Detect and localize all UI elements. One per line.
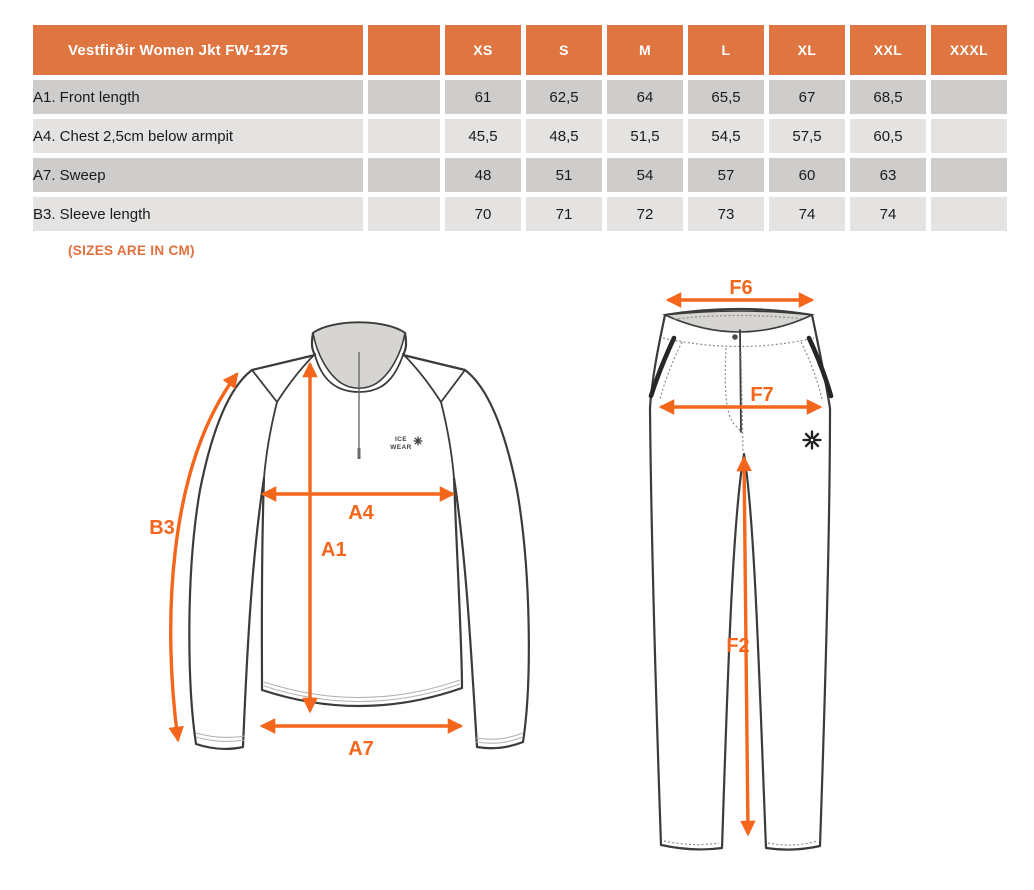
logo-text-line2: WEAR (390, 444, 412, 451)
table-header-row (33, 25, 1007, 75)
measurement-label-f7: F7 (750, 384, 774, 406)
measurement-label-f6: F6 (729, 277, 753, 299)
size-column-header-xxl: XXL (850, 25, 926, 75)
table-row (33, 158, 1007, 192)
size-column-header-xl: XL (769, 25, 845, 75)
value-cell: 62,5 (526, 80, 602, 114)
value-cell: 54,5 (688, 119, 764, 153)
header-spacer-cell (368, 25, 440, 75)
row-label: A4. Chest 2,5cm below armpit (33, 119, 363, 153)
pants-diagram (650, 277, 831, 850)
size-column-header-xxxl: XXXL (931, 25, 1007, 75)
size-column-header-m: M (607, 25, 683, 75)
spacer-cell (368, 119, 440, 153)
value-cell: 71 (526, 197, 602, 231)
value-cell: 60,5 (850, 119, 926, 153)
waist-button (732, 334, 738, 340)
spacer-cell (368, 197, 440, 231)
value-cell: 74 (850, 197, 926, 231)
value-cell: 48,5 (526, 119, 602, 153)
spacer-cell (368, 80, 440, 114)
value-cell: 51,5 (607, 119, 683, 153)
value-cell: 57,5 (769, 119, 845, 153)
measurement-diagrams (0, 270, 1034, 890)
value-cell: 64 (607, 80, 683, 114)
snowflake-icon (414, 437, 422, 445)
size-column-header-l: L (688, 25, 764, 75)
measurement-label-a4: A4 (348, 502, 374, 524)
row-label: A7. Sweep (33, 158, 363, 192)
table-title: Vestfirðir Women Jkt FW-1275 (33, 25, 363, 75)
value-cell (931, 197, 1007, 231)
value-cell: 48 (445, 158, 521, 192)
measurement-label-f2: F2 (726, 635, 750, 657)
value-cell (931, 80, 1007, 114)
table-row (33, 119, 1007, 153)
value-cell: 68,5 (850, 80, 926, 114)
measurement-label-a1: A1 (321, 539, 347, 561)
row-label: B3. Sleeve length (33, 197, 363, 231)
value-cell: 61 (445, 80, 521, 114)
value-cell: 51 (526, 158, 602, 192)
row-label: A1. Front length (33, 80, 363, 114)
measurement-label-b3: B3 (149, 517, 175, 539)
value-cell: 70 (445, 197, 521, 231)
sizes-note: (SIZES ARE IN CM) (68, 243, 195, 258)
value-cell (931, 158, 1007, 192)
logo-text-line1: ICE (394, 436, 408, 443)
jacket-diagram (149, 323, 529, 761)
value-cell: 74 (769, 197, 845, 231)
measurement-label-a7: A7 (348, 738, 374, 760)
table-row (33, 80, 1007, 114)
table-row (33, 197, 1007, 231)
snowflake-icon (804, 432, 821, 449)
value-cell: 54 (607, 158, 683, 192)
value-cell: 67 (769, 80, 845, 114)
value-cell: 72 (607, 197, 683, 231)
value-cell: 65,5 (688, 80, 764, 114)
value-cell: 57 (688, 158, 764, 192)
value-cell: 45,5 (445, 119, 521, 153)
size-column-header-xs: XS (445, 25, 521, 75)
value-cell: 73 (688, 197, 764, 231)
size-table (28, 20, 1012, 236)
value-cell (931, 119, 1007, 153)
spacer-cell (368, 158, 440, 192)
size-column-header-s: S (526, 25, 602, 75)
value-cell: 63 (850, 158, 926, 192)
value-cell: 60 (769, 158, 845, 192)
